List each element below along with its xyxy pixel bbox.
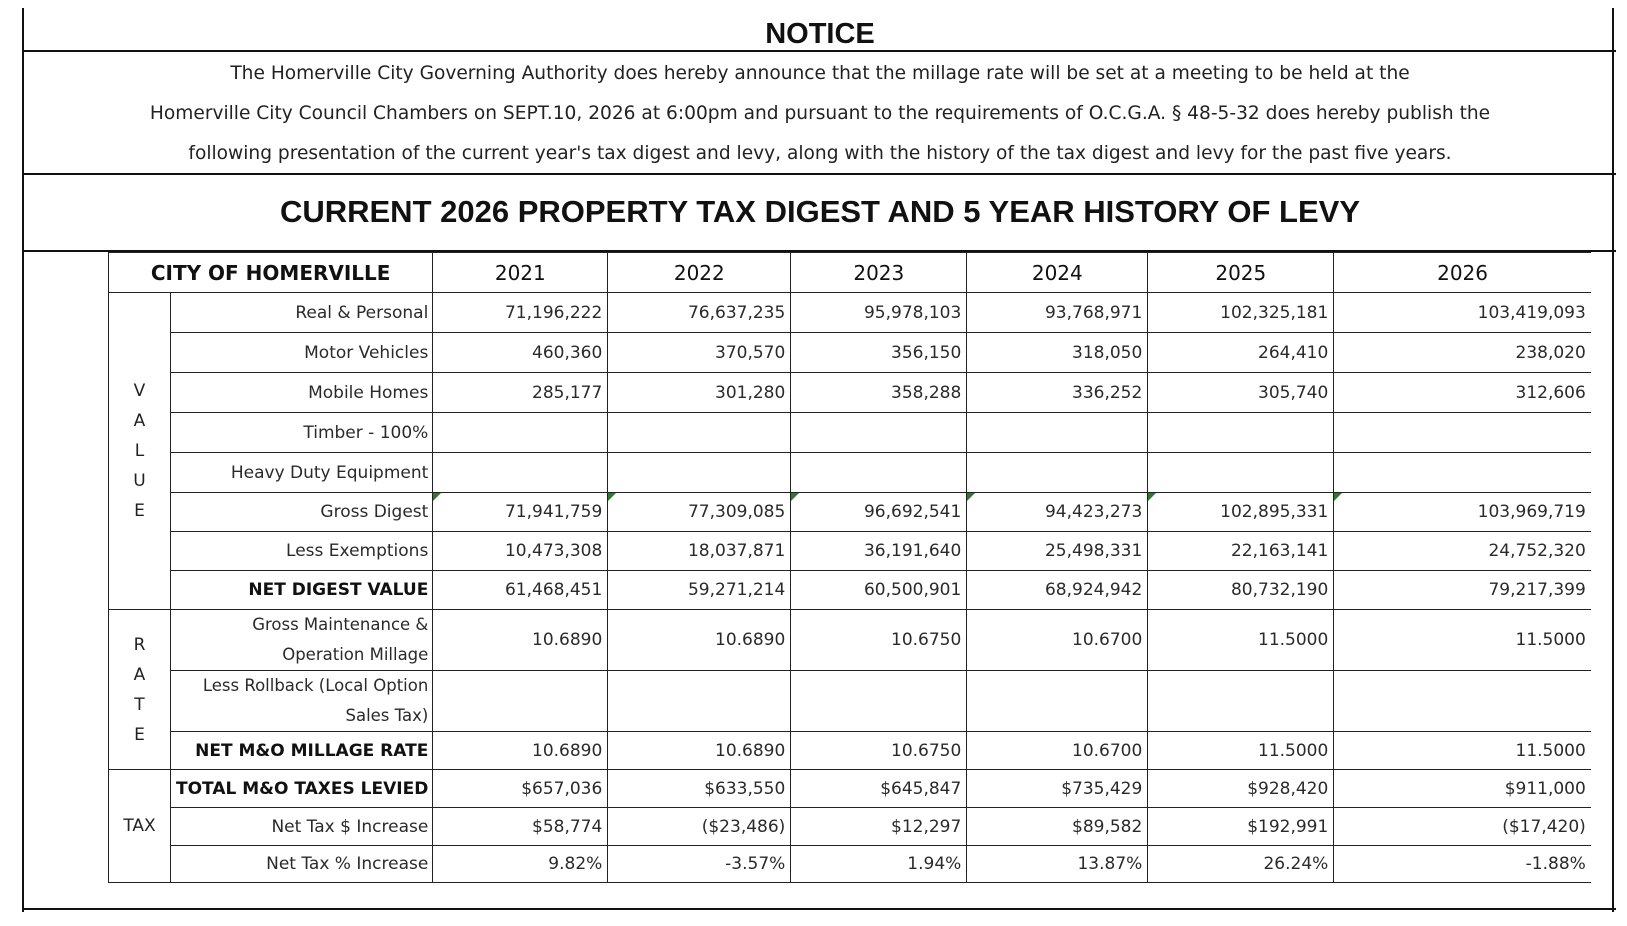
group-letter: A	[133, 411, 146, 431]
value-cell: 61,468,451	[433, 571, 608, 610]
notice-text-line: The Homerville City Governing Authority does hereby announce that the millage rate will be set at a meeting to be held at the	[230, 63, 1410, 84]
row-label: TOTAL M&O TAXES LEVIED	[171, 770, 433, 808]
entity-header: CITY OF HOMERVILLE	[109, 253, 433, 293]
table-row	[109, 373, 1591, 413]
value-cell	[791, 453, 967, 493]
row-label: Mobile Homes	[171, 373, 433, 413]
notice-text-line: Homerville City Council Chambers on SEPT.10, 2026 at 6:00pm and pursuant to the requirements of O.C.G.A. § 48-5-32 does hereby publish the	[149, 103, 1491, 124]
year-header: 2023	[791, 253, 967, 293]
value-cell: 358,288	[791, 373, 967, 413]
table-row	[109, 571, 1591, 610]
value-cell	[608, 671, 791, 732]
value-cell	[1148, 671, 1334, 732]
group-letter: T	[134, 694, 145, 715]
value-cell: $645,847	[791, 770, 967, 808]
value-cell	[967, 671, 1148, 732]
row-label: NET M&O MILLAGE RATE	[171, 732, 433, 770]
value-cell: 318,050	[967, 333, 1148, 373]
value-cell: $58,774	[433, 808, 608, 846]
value-cell: 10.6700	[967, 610, 1148, 671]
value-cell: 71,196,222	[433, 293, 608, 333]
value-cell: 10.6890	[608, 732, 791, 770]
value-cell: 10.6700	[967, 732, 1148, 770]
value-cell: $928,420	[1148, 770, 1334, 808]
value-cell	[967, 453, 1148, 493]
value-cell	[433, 671, 608, 732]
value-cell: 11.5000	[1334, 732, 1591, 770]
value-cell: 238,020	[1334, 333, 1591, 373]
table-row	[109, 808, 1591, 846]
value-cell	[433, 413, 608, 453]
year-header: 2025	[1148, 253, 1334, 293]
value-cell: 68,924,942	[967, 571, 1148, 610]
value-cell: 71,941,759	[433, 493, 608, 532]
table-row	[109, 671, 1591, 732]
row-label: Net Tax % Increase	[171, 846, 433, 883]
value-cell: $192,991	[1148, 808, 1334, 846]
row-label: Less Rollback (Local Option Sales Tax)	[171, 671, 433, 732]
value-cell	[608, 413, 791, 453]
row-label: Motor Vehicles	[171, 333, 433, 373]
value-cell: 25,498,331	[967, 532, 1148, 571]
year-header: 2021	[433, 253, 608, 293]
value-cell: 285,177	[433, 373, 608, 413]
value-cell: 336,252	[967, 373, 1148, 413]
value-cell: 26.24%	[1148, 846, 1334, 883]
table-row	[109, 610, 1591, 671]
value-cell: $911,000	[1334, 770, 1591, 808]
value-cell: $735,429	[967, 770, 1148, 808]
year-header: 2026	[1334, 253, 1591, 293]
notice-title: NOTICE	[765, 18, 875, 50]
value-cell: 102,895,331	[1148, 493, 1334, 532]
value-cell	[1334, 453, 1591, 493]
notice-document	[22, 8, 1614, 912]
value-cell: 10.6890	[608, 610, 791, 671]
value-cell: 94,423,273	[967, 493, 1148, 532]
value-cell: 95,978,103	[791, 293, 967, 333]
value-cell: 60,500,901	[791, 571, 967, 610]
value-cell: 79,217,399	[1334, 571, 1591, 610]
value-cell	[791, 671, 967, 732]
divider	[24, 50, 1616, 52]
value-cell: 11.5000	[1148, 732, 1334, 770]
value-cell: 10.6750	[791, 610, 967, 671]
group-letter: R	[133, 634, 146, 655]
value-cell: $633,550	[608, 770, 791, 808]
table-row	[109, 846, 1591, 883]
table-row	[109, 732, 1591, 770]
value-cell: 76,637,235	[608, 293, 791, 333]
value-cell: -3.57%	[608, 846, 791, 883]
year-header: 2022	[608, 253, 791, 293]
value-cell	[967, 413, 1148, 453]
row-label: Gross Maintenance & Operation Millage	[171, 610, 433, 671]
table-row	[109, 493, 1591, 532]
value-cell: 305,740	[1148, 373, 1334, 413]
divider	[24, 173, 1616, 175]
value-cell: $12,297	[791, 808, 967, 846]
value-cell: 24,752,320	[1334, 532, 1591, 571]
value-cell: 10,473,308	[433, 532, 608, 571]
value-cell: 312,606	[1334, 373, 1591, 413]
value-cell: 36,191,640	[791, 532, 967, 571]
table-row	[109, 770, 1591, 808]
value-cell: 80,732,190	[1148, 571, 1334, 610]
group-letter: L	[134, 441, 145, 461]
row-label: Less Exemptions	[171, 532, 433, 571]
value-cell: 103,419,093	[1334, 293, 1591, 333]
value-cell	[1148, 413, 1334, 453]
value-cell	[608, 453, 791, 493]
notice-text-line: following presentation of the current year's tax digest and levy, along with the history of the tax digest and levy for the past five years.	[188, 143, 1452, 164]
divider	[24, 908, 1616, 910]
tax-group-label	[109, 770, 171, 883]
table-row	[109, 413, 1591, 453]
row-label: NET DIGEST VALUE	[171, 571, 433, 610]
group-letter: U	[133, 471, 146, 491]
value-cell: -1.88%	[1334, 846, 1591, 883]
row-label: Real & Personal	[171, 293, 433, 333]
value-cell: 301,280	[608, 373, 791, 413]
table-row	[109, 532, 1591, 571]
value-cell: 11.5000	[1148, 610, 1334, 671]
value-group-label	[109, 293, 171, 610]
value-cell: 10.6750	[791, 732, 967, 770]
value-cell: ($17,420)	[1334, 808, 1591, 846]
value-cell: 102,325,181	[1148, 293, 1334, 333]
row-label: Timber - 100%	[171, 413, 433, 453]
value-cell: 264,410	[1148, 333, 1334, 373]
value-cell: 93,768,971	[967, 293, 1148, 333]
value-cell: ($23,486)	[608, 808, 791, 846]
group-letter: A	[133, 664, 146, 685]
group-letter: V	[133, 381, 146, 401]
value-cell	[1148, 453, 1334, 493]
row-label: Heavy Duty Equipment	[171, 453, 433, 493]
rate-group-label	[109, 610, 171, 770]
value-cell: 103,969,719	[1334, 493, 1591, 532]
value-cell: 96,692,541	[791, 493, 967, 532]
value-cell: 22,163,141	[1148, 532, 1334, 571]
value-cell	[791, 413, 967, 453]
row-label: Net Tax $ Increase	[171, 808, 433, 846]
value-cell: 11.5000	[1334, 610, 1591, 671]
value-cell: 13.87%	[967, 846, 1148, 883]
row-label: Gross Digest	[171, 493, 433, 532]
value-cell: 77,309,085	[608, 493, 791, 532]
table-row	[109, 453, 1591, 493]
year-header: 2024	[967, 253, 1148, 293]
table-row	[109, 293, 1591, 333]
value-cell: 10.6890	[433, 610, 608, 671]
group-letter: TAX	[123, 816, 156, 836]
value-cell	[1334, 413, 1591, 453]
value-cell: $657,036	[433, 770, 608, 808]
group-letter: E	[134, 501, 145, 521]
group-letter: E	[134, 724, 145, 745]
value-cell: 10.6890	[433, 732, 608, 770]
value-cell: 356,150	[791, 333, 967, 373]
digest-title: CURRENT 2026 PROPERTY TAX DIGEST AND 5 YEAR HISTORY OF LEVY	[279, 194, 1361, 229]
value-cell: 460,360	[433, 333, 608, 373]
value-cell: $89,582	[967, 808, 1148, 846]
value-cell: 1.94%	[791, 846, 967, 883]
value-cell: 9.82%	[433, 846, 608, 883]
value-cell	[433, 453, 608, 493]
value-cell: 370,570	[608, 333, 791, 373]
table-header-row	[109, 253, 1591, 293]
tax-digest-table	[108, 252, 1591, 883]
table-row	[109, 333, 1591, 373]
value-cell	[1334, 671, 1591, 732]
value-cell: 59,271,214	[608, 571, 791, 610]
value-cell: 18,037,871	[608, 532, 791, 571]
